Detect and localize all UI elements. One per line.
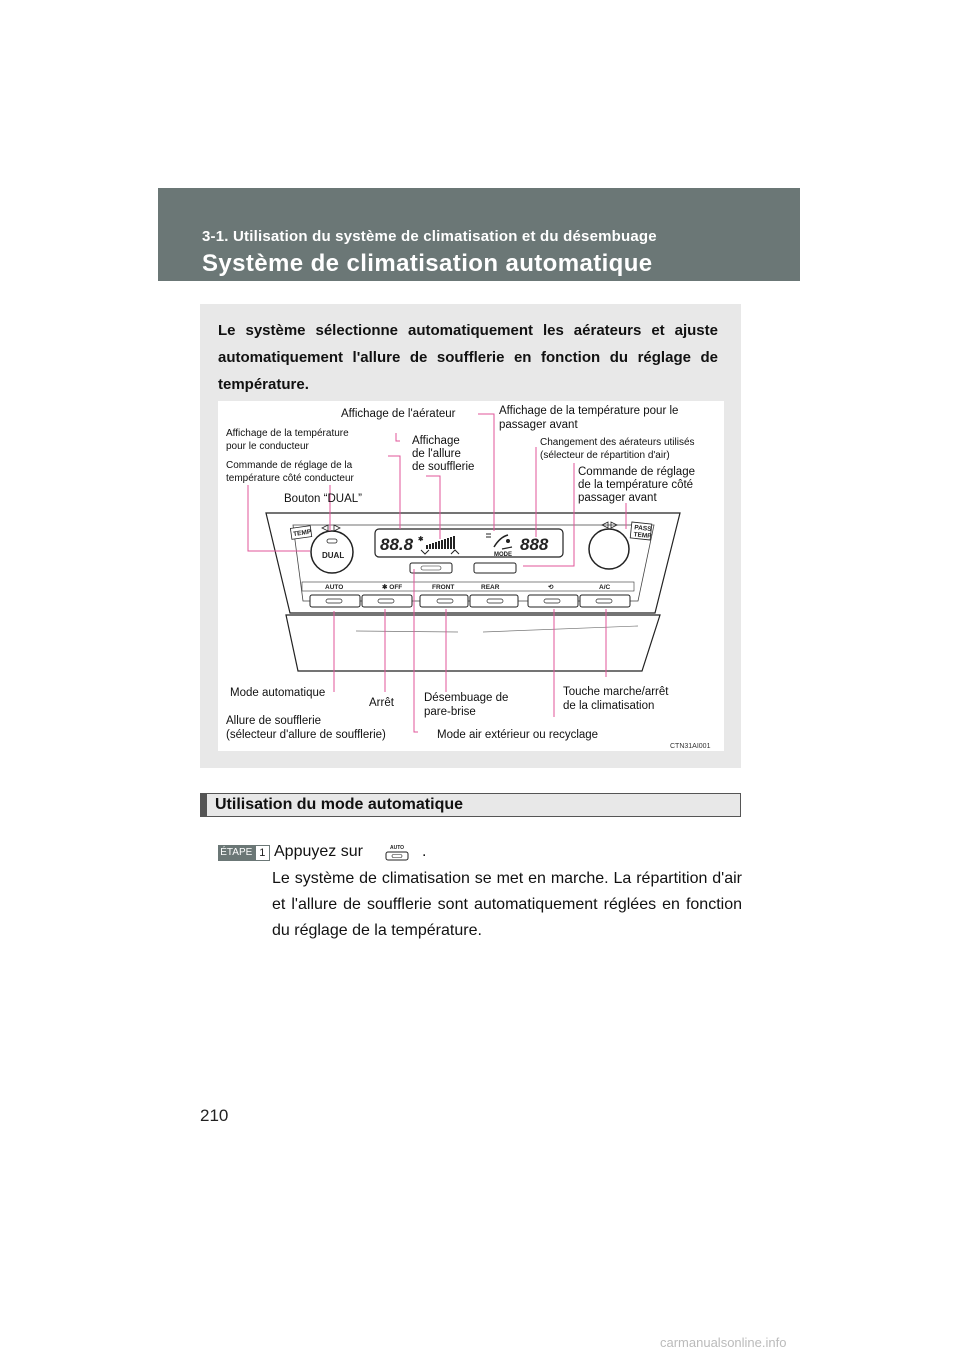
label-pass-temp-control-3: passager avant [578, 492, 657, 504]
driver-temp-label [290, 526, 312, 540]
label-fan-display-3: de soufflerie [412, 461, 475, 473]
label-driver-temp-display-2: pour le conducteur [226, 441, 309, 452]
step-description: Le système de climatisation se met en marche. La répartition d'air et l'allure de soufflerie sont automatiquement réglées en fonction du réglage de la température. [272, 870, 742, 939]
label-pass-temp-display-1: Affichage de la température pour le [499, 405, 679, 417]
auto-button-icon [380, 842, 412, 862]
label-fan-display-2: de l'allure [412, 448, 461, 460]
label-vent-display: Affichage de l'aérateur [341, 408, 456, 420]
fan-off-label: ✱ OFF [382, 584, 403, 591]
section-title: Utilisation du mode automatique [215, 796, 464, 813]
pass-temp-label-text: TEMP [633, 531, 652, 541]
driver-temp-readout: 88.8 [380, 535, 414, 554]
label-driver-temp-display-1: Affichage de la température [226, 428, 349, 439]
dual-button-label: DUAL [322, 551, 345, 560]
auto-label: AUTO [325, 584, 344, 591]
recirc-icon: ⟲ [548, 584, 554, 591]
ac-button[interactable] [580, 595, 630, 607]
label-driver-temp-control-2: température côté conducteur [226, 473, 354, 484]
label-ac-toggle-2: de la climatisation [563, 700, 655, 712]
passenger-temp-readout: 888 [520, 535, 549, 554]
auto-button[interactable] [310, 595, 360, 607]
step-badge [218, 845, 270, 861]
label-pass-temp-display-2: passager avant [499, 419, 578, 431]
section-accent [201, 794, 207, 816]
climate-control-illustration [218, 401, 724, 751]
rear-defog-label: REAR [481, 584, 500, 591]
pass-label-text: PASS [633, 524, 652, 534]
intro-text: Le système sélectionne automatiquement les aérateurs et ajuste automatiquement l'allure de soufflerie en fonction du réglage de température. [218, 322, 718, 393]
label-dual-button: Bouton “DUAL” [284, 493, 362, 505]
page-number: 210 [200, 1106, 229, 1125]
button-label-strip [302, 582, 634, 591]
section-header [200, 793, 741, 817]
temp-label-text: TEMP [292, 528, 312, 539]
step-number: 1 [255, 845, 270, 861]
label-defog-2: pare-brise [424, 706, 476, 718]
label-fan-speed-1: Allure de soufflerie [226, 715, 322, 727]
front-defog-button[interactable] [420, 595, 468, 607]
recirc-button[interactable] [528, 595, 578, 607]
step-instruction: Appuyez sur [274, 843, 363, 860]
ac-label: A/C [599, 584, 611, 591]
push-buttons-row [310, 595, 630, 607]
climate-control-figure [218, 401, 724, 751]
climate-display [375, 529, 563, 558]
inline-auto-label: AUTO [390, 845, 405, 851]
label-driver-temp-control-1: Commande de réglage de la [226, 460, 353, 471]
fan-speed-selector-button[interactable] [410, 563, 452, 573]
rear-defog-button[interactable] [470, 595, 518, 607]
label-fan-speed-2: (sélecteur d'allure de soufflerie) [226, 729, 386, 741]
svg-text:✱: ✱ [418, 536, 424, 543]
label-pass-temp-control-2: de la température côté [578, 479, 694, 491]
step-label: ÉTAPE [218, 845, 255, 861]
mode-label: MODE [494, 552, 512, 558]
figure-code: CTN31AI001 [670, 743, 711, 750]
watermark: carmanualsonline.info [660, 1335, 787, 1350]
label-off: Arrêt [369, 697, 394, 709]
front-defog-label: FRONT [432, 584, 455, 591]
chapter-subtitle: 3-1. Utilisation du système de climatisation et du désembuage [202, 228, 657, 245]
label-recirc: Mode air extérieur ou recyclage [437, 729, 599, 741]
label-ac-toggle-1: Touche marche/arrêt [563, 686, 669, 698]
label-defog-1: Désembuage de [424, 692, 509, 704]
step-instruction-end: . [422, 843, 427, 860]
label-vent-selector-2: (sélecteur de répartition d'air) [540, 450, 670, 461]
label-pass-temp-control-1: Commande de réglage [578, 466, 695, 478]
label-vent-selector-1: Changement des aérateurs utilisés [540, 437, 695, 448]
mode-selector-button[interactable] [474, 563, 516, 573]
page-title: Système de climatisation automatique [202, 250, 653, 277]
off-button[interactable] [362, 595, 412, 607]
label-fan-display-1: Affichage [412, 435, 460, 447]
label-auto-mode: Mode automatique [230, 687, 326, 699]
